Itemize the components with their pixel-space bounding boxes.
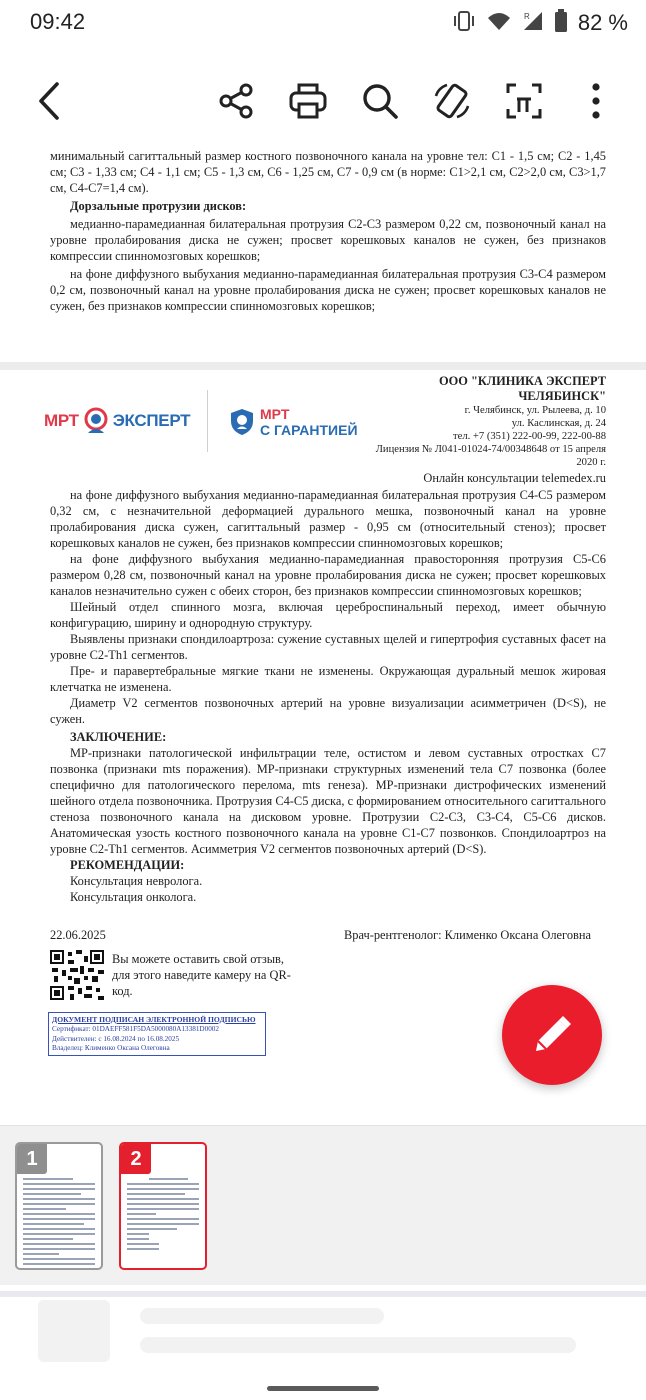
page2-para: Пре- и паравертебральные мягкие ткани не изменены. Окружающая дуральный мешок жировая клетчатка не изменена. (50, 664, 606, 694)
page1-para: медианно-парамедианная билатеральная протрузия С2-С3 размером 0,22 см, позвоночный канал на уровне пролабирования диска не сужен; просвет корешковых каналов не сужен, без признаков компрессии спинномозговых корешков; (50, 217, 606, 263)
esign-validity: Действителен: с 16.08.2024 по 16.08.2025 (52, 1034, 180, 1043)
recommendation-item: Консультация невролога. (70, 874, 203, 888)
page-thumbnail-1[interactable] (15, 1142, 103, 1270)
page1-para: на фоне диффузного выбухания медианно-парамедианная билатеральная протрузия С3-С4 размером 0,2 см, позвоночный канал на уровне пролабирования диска не сужен; просвет корешковых каналов не сужен, без признаков компрессии спинномозговых корешков; (50, 267, 606, 313)
esign-certificate: Сертификат: 01DAEFF581F5DA5000080A13381D0002 (52, 1025, 219, 1033)
page2-para: Шейный отдел спинного мозга, включая цереброспинальный переход, имеет обычную конфигурацию, ширину и однородную структуру. (50, 600, 606, 630)
page2-para: на фоне диффузного выбухания медианно-парамедианная правосторонняя протрузия С5-С6 размером 0,28 см, позвоночный канал на уровне пролабирования диска не сужен; просвет корешковых каналов незначительно сужен с обеих сторон, без признаков компрессии спинномозговых корешков; (50, 552, 606, 598)
page-separator (0, 362, 646, 370)
logo-divider (207, 390, 208, 452)
logo-right-line2: С ГАРАНТИЕЙ (260, 422, 358, 438)
print-icon (288, 82, 328, 120)
logo-mrt-expert (44, 404, 190, 438)
clinic-phone: тел. +7 (351) 222-00-99, 222-00-88 (453, 431, 606, 442)
page2-para: на фоне диффузного выбухания медианно-парамедианная билатеральная протрузия С4-С5 размером 0,32 см, с незначительной деформацией дурального мешка, позвоночный канал на уровне пролабирования диска сужен, сагиттальный размер - 0,95 см (относительный стеноз); просвет корешковых каналов не сужен, без признаков компрессии спинномозговых корешков; (50, 488, 606, 550)
thumbnail-preview (127, 1178, 199, 1253)
clinic-license: Лицензия № Л041-01024-74/00348648 от 15 апреля (375, 444, 606, 455)
status-icons (452, 9, 628, 37)
rotate-icon (431, 80, 473, 122)
brain-logo-icon (83, 407, 109, 435)
qr-code (50, 950, 104, 1000)
esign-owner: Владелец: Клименко Оксана Олеговна (52, 1044, 170, 1053)
battery-percent: 82 % (577, 10, 628, 35)
crop-button[interactable] (499, 76, 549, 126)
more-options-button[interactable] (571, 76, 621, 126)
top-toolbar (0, 60, 646, 140)
page1-heading: Дорзальные протрузии дисков: (70, 199, 247, 213)
clinic-address: г. Челябинск, ул. Рылеева, д. 10 (464, 405, 606, 416)
conclusion-heading: ЗАКЛЮЧЕНИЕ: (70, 730, 167, 744)
crop-icon (505, 82, 543, 120)
search-icon (361, 82, 399, 120)
more-vert-icon (591, 83, 601, 119)
recommendations-heading: РЕКОМЕНДАЦИИ: (70, 858, 185, 872)
pencil-icon (530, 1013, 574, 1057)
shield-icon (230, 408, 254, 436)
logo-text-expert: ЭКСПЕРТ (112, 411, 191, 430)
page1-content (50, 148, 606, 314)
loading-placeholder-line (140, 1308, 384, 1324)
clinic-info (360, 374, 606, 486)
report-date: 22.06.2025 (50, 928, 106, 942)
home-indicator[interactable] (267, 1386, 379, 1391)
logo-right-line1: МРТ (260, 406, 290, 422)
thumbnail-preview (23, 1178, 95, 1268)
status-bar (0, 0, 646, 46)
print-button[interactable] (283, 76, 333, 126)
page2-para: Выявлены признаки спондилоартроза: сужение суставных щелей и гипертрофия суставных фасет на уровне С2-Th1 сегментов. (50, 632, 606, 662)
recommendation-item: Консультация онколога. (70, 890, 197, 904)
clinic-name: ООО "КЛИНИКА ЭКСПЕРТ (439, 374, 606, 388)
share-button[interactable] (211, 76, 261, 126)
clinic-address: ул. Каслинская, д. 24 (511, 418, 606, 429)
logo-mrt-guarantee (230, 404, 358, 440)
page-thumbnail-2[interactable] (119, 1142, 207, 1270)
search-button[interactable] (355, 76, 405, 126)
qr-review-text: Вы можете оставить свой отзыв, для этого наведите камеру на QR-код. (112, 952, 291, 998)
wifi-icon (486, 10, 512, 37)
svg-text:R: R (523, 11, 530, 21)
electronic-signature-stamp (48, 1012, 266, 1056)
vibrate-icon (452, 10, 476, 37)
status-time: 09:42 (30, 9, 86, 34)
esign-title: ДОКУМЕНТ ПОДПИСАН ЭЛЕКТРОННОЙ ПОДПИСЬЮ (52, 1015, 256, 1024)
battery-icon (554, 9, 568, 38)
page2-para: Диаметр V2 сегментов позвоночных артерий на уровне визуализации асимметричен (D<S), не сужен. (50, 696, 606, 726)
back-button[interactable] (24, 76, 74, 126)
clinic-online: Онлайн консультации telemedex.ru (423, 471, 606, 485)
thumbnail-number: 1 (17, 1144, 47, 1174)
edit-fab-button[interactable] (502, 985, 602, 1085)
share-icon (217, 82, 255, 120)
conclusion-text: МР-признаки патологической инфильтрации теле, остистом и левом суставных отростках С7 позвонка (признаки mts поражения). МР-признаки структурных изменений тела С7 позвонка (более специфично для патологического перелома, mts генеза). МР-признаки дистрофических изменений шейного отдела позвоночника. Протрузия С4-С5 диска, с формированием относительного сагиттального стеноза позвоночного канала на дисковом уровне. Протрузии С2-С3, С3-С4, С5-С6 дисков. Анатомическая узость костного позвоночного канала на уровне С1-С7 позвонков. Спондилоартроз на уровне С2-Th1 сегментов. Асимметрия V2 сегментов позвоночных артерий (D<S). (50, 746, 606, 856)
page1-measurements: минимальный сагиттальный размер костного позвоночного канала на уровне тел: С1 - 1,5 см; С2 - 1,45 см; С3 - 1,33 см; С4 - 1,1 см; С5 - 1,3 см, С6 - 1,25 см, С7 - 0,9 см (в норме: С1>2,1 см, С2>2,0 см, С3>1,7 см, С4-С7=1,4 см). (50, 149, 606, 195)
loading-placeholder-line (140, 1337, 576, 1353)
loading-placeholder-image (38, 1300, 110, 1362)
bottom-separator (0, 1291, 646, 1297)
clinic-license-year: 2020 г. (576, 457, 606, 468)
page2-content (50, 487, 606, 905)
doctor-signature-line: Врач-рентгенолог: Клименко Оксана Олеговна (344, 928, 591, 942)
thumbnail-number: 2 (121, 1144, 151, 1174)
clinic-name: ЧЕЛЯБИНСК" (518, 389, 606, 403)
signal-icon (522, 10, 544, 37)
logo-text-mrt: МРТ (44, 411, 79, 430)
page-thumbnails-strip (0, 1125, 646, 1285)
rotate-button[interactable] (427, 76, 477, 126)
back-arrow-icon (31, 81, 67, 121)
